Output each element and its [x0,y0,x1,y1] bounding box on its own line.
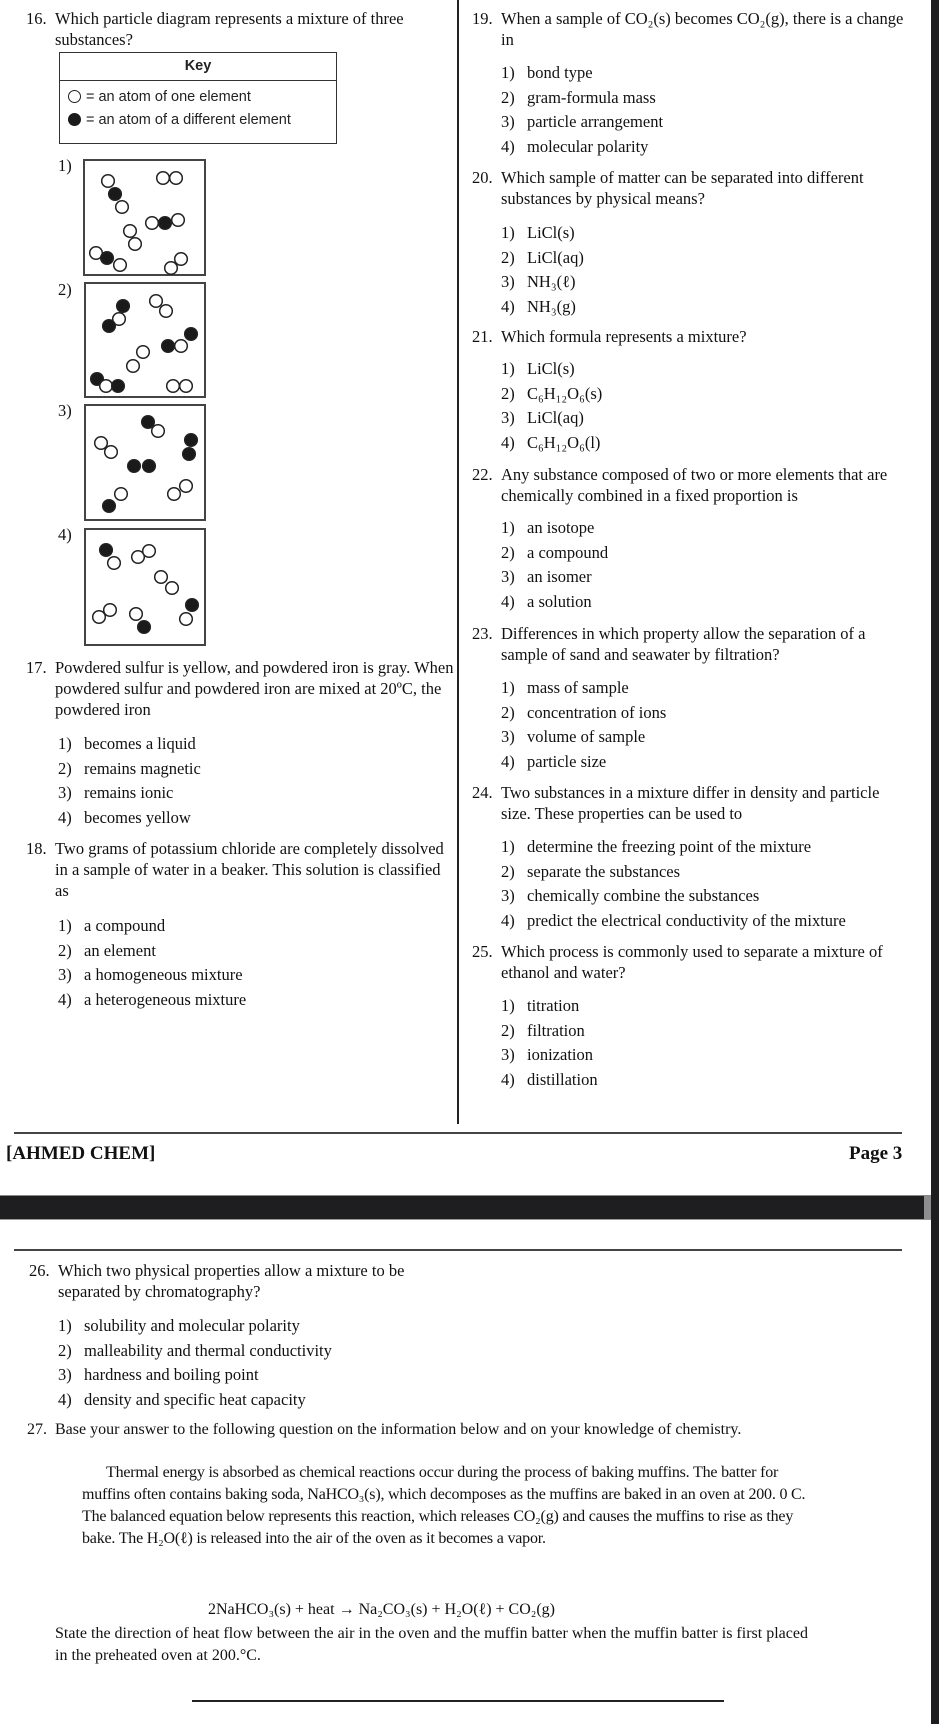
diagram-2-label: 2) [58,280,72,299]
q17-option-2[interactable]: 2) remains magnetic [58,758,201,778]
q20-option-1[interactable]: 1) LiCl(s) [501,223,575,242]
question-text: Which sample of matter can be separated into different substances by physical means? [501,168,864,208]
filled-atom-icon [186,599,199,612]
particle-diagram-svg [86,284,204,398]
filled-atom-icon [183,448,196,461]
particle-diagram-svg [86,530,204,644]
q18-option-1[interactable]: 1) a compound [58,916,166,935]
question-number: 25. [472,942,493,961]
filled-atom-icon [101,252,114,265]
question-number: 19. [472,9,493,28]
question-19 [472,8,912,50]
particle-diagram-svg [86,406,204,520]
open-atom-icon [180,613,193,626]
q22-option-3[interactable]: 3) an isomer [501,567,592,586]
answer-line[interactable] [192,1700,724,1702]
q27-equation: 2NaHCO₃(s) + heat → Na₂CO₃(s) + H₂O(ℓ) + CO₂(g) [208,1601,556,1618]
question-text: Which two physical properties allow a mixture to be separated by chromatography? [58,1261,405,1301]
filled-atom-icon [159,217,172,230]
question-text: Two substances in a mixture differ in density and particle size. These properties can be used to [501,783,880,823]
q25-option-1[interactable]: 1) titration [501,996,580,1015]
question-text: Which particle diagram represents a mixture of three substances? [55,9,404,49]
filled-atom-icon [142,416,155,429]
diagram-1-label: 1) [58,156,72,175]
question-16 [26,8,456,50]
question-20 [472,167,892,209]
q25-option-2[interactable]: 2) filtration [501,1020,585,1040]
question-25 [472,941,892,983]
q26-option-1[interactable]: 1) solubility and molecular polarity [58,1316,300,1335]
open-atom-icon [93,611,106,624]
question-23 [472,623,892,665]
particle-key [59,52,337,144]
footer-rule [14,1132,902,1134]
q21-option-4[interactable]: 4) C₆H₁₂O₆(l) [501,432,601,452]
open-atom-icon [127,360,140,373]
open-atom-icon [155,571,168,584]
q17-option-1[interactable]: 1) becomes a liquid [58,734,196,753]
q19-option-1[interactable]: 1) bond type [501,63,593,82]
open-atom-icon [170,172,183,185]
question-number: 18. [26,839,47,858]
q22-option-1[interactable]: 1) an isotope [501,518,595,537]
q19-options [501,61,663,159]
open-atom-icon [172,214,185,227]
open-atom-icon [137,346,150,359]
q17-option-3[interactable]: 3) remains ionic [58,783,174,802]
open-atom-icon [130,608,143,621]
question-text: Two grams of potassium chloride are completely dissolved in a sample of water in a beaker. This solution is classified as [55,839,444,900]
filled-atom-icon [185,434,198,447]
question-number: 23. [472,624,493,643]
filled-circle-icon [68,113,81,126]
scrollbar-thumb[interactable] [924,1196,931,1219]
q21-option-3[interactable]: 3) LiCl(aq) [501,408,584,427]
window-edge-strip [931,0,939,1724]
filled-atom-icon [128,460,141,473]
q20-option-3[interactable]: 3) NH₃(ℓ) [501,272,576,291]
q24-option-1[interactable]: 1) determine the freezing point of the mixture [501,837,812,856]
filled-atom-icon [143,460,156,473]
q20-option-2[interactable]: 2) LiCl(aq) [501,247,584,267]
question-number: 26. [29,1261,50,1280]
particle-diagram-1[interactable] [83,159,206,276]
q22-option-2[interactable]: 2) a compound [501,542,609,562]
open-atom-icon [165,262,178,275]
filled-atom-icon [117,300,130,313]
question-18 [26,838,446,901]
question-text: Base your answer to the following question on the information below and on your knowledge of chemistry. [55,1421,742,1438]
open-atom-icon [114,259,127,272]
q18-option-2[interactable]: 2) an element [58,940,156,960]
question-number: 24. [472,783,493,802]
open-atom-icon [175,340,188,353]
question-number: 21. [472,327,493,346]
diagram-3-label: 3) [58,401,72,420]
open-atom-icon [116,201,129,214]
filled-atom-icon [112,380,125,393]
filled-atom-icon [103,320,116,333]
q26-option-3[interactable]: 3) hardness and boiling point [58,1365,259,1384]
q19-option-4[interactable]: 4) molecular polarity [501,136,649,156]
open-atom-icon [168,488,181,501]
question-22 [472,464,912,506]
q21-option-1[interactable]: 1) LiCl(s) [501,359,575,378]
question-number: 22. [472,465,493,484]
particle-diagram-4[interactable] [84,528,206,646]
open-atom-icon [166,582,179,595]
q17-options [58,732,201,830]
particle-diagram-2[interactable] [84,282,206,398]
question-26 [29,1260,469,1302]
question-text: Which formula represents a mixture? [501,327,747,346]
open-atom-icon [180,380,193,393]
question-27 [27,1419,817,1441]
q18-option-3[interactable]: 3) a homogeneous mixture [58,965,243,984]
open-atom-icon [129,238,142,251]
filled-atom-icon [103,500,116,513]
q21-options [501,357,602,455]
open-circle-icon [68,90,81,103]
q27-passage: Thermal energy is absorbed as chemical reactions occur during the process of baking muffins. The batter for muffins often contains baking soda, NaHCO₃(s), which decomposes as the muffins are baked in an oven at 200. 0 C. The balanced equation below represents this reaction, which releases CO₂(g) and causes the muffins to rise as they bake. The H₂O(ℓ) is released into the air of the oven as it becomes a vapor. [82,1464,806,1547]
q27-prompt: State the direction of heat flow between the air in the oven and the muffin batter when the muffin batter is first placed in the preheated oven at 200.°C. [55,1625,808,1664]
q20-options [501,221,584,319]
open-atom-icon [180,480,193,493]
question-number: 27. [27,1421,47,1438]
q20-option-4[interactable]: 4) NH₃(g) [501,296,576,316]
open-atom-icon [152,425,165,438]
filled-atom-icon [162,340,175,353]
page-break-band [0,1195,931,1220]
filled-atom-icon [109,188,122,201]
open-atom-icon [157,172,170,185]
question-number: 16. [26,9,47,28]
key-open-label: = an atom of one element [86,89,251,105]
q19-option-3[interactable]: 3) particle arrangement [501,112,664,131]
key-row-filled [68,109,291,131]
open-atom-icon [104,604,117,617]
open-atom-icon [115,488,128,501]
q18-options [58,914,246,1012]
open-atom-icon [108,557,121,570]
q22-options [501,516,608,614]
q24-option-4[interactable]: 4) predict the electrical conductivity of the mixture [501,910,846,930]
q25-option-3[interactable]: 3) ionization [501,1045,593,1064]
question-17 [26,657,456,720]
open-atom-icon [95,437,108,450]
q24-options [501,835,846,933]
key-row-open [68,86,251,108]
question-text: When a sample of CO₂(s) becomes CO₂(g), there is a change in [501,9,904,49]
question-24 [472,782,892,824]
open-atom-icon [160,305,173,318]
particle-diagram-svg [85,161,203,275]
header-rule [14,1249,902,1251]
q26-option-4[interactable]: 4) density and specific heat capacity [58,1389,306,1409]
column-divider [457,0,459,1124]
key-filled-label: = an atom of a different element [86,112,291,128]
q25-options [501,994,598,1092]
diagram-4-label: 4) [58,525,72,544]
q21-option-2[interactable]: 2) C₆H₁₂O₆(s) [501,383,603,403]
question-number: 20. [472,168,493,187]
open-atom-icon [150,295,163,308]
filled-atom-icon [138,621,151,634]
question-text: Which process is commonly used to separate a mixture of ethanol and water? [501,942,883,982]
q25-option-4[interactable]: 4) distillation [501,1069,598,1089]
q24-option-3[interactable]: 3) chemically combine the substances [501,886,760,905]
question-text: Differences in which property allow the separation of a sample of sand and seawater by filtration? [501,624,866,664]
q18-option-4[interactable]: 4) a heterogeneous mixture [58,989,247,1009]
open-atom-icon [167,380,180,393]
open-atom-icon [143,545,156,558]
q23-option-4[interactable]: 4) particle size [501,751,607,771]
filled-atom-icon [100,544,113,557]
open-atom-icon [105,446,118,459]
particle-diagram-3[interactable] [84,404,206,521]
question-text: Any substance composed of two or more elements that are chemically combined in a fixed proportion is [501,465,888,505]
q22-option-4[interactable]: 4) a solution [501,591,592,611]
q23-option-1[interactable]: 1) mass of sample [501,678,629,697]
q19-option-2[interactable]: 2) gram-formula mass [501,87,656,107]
open-atom-icon [175,253,188,266]
filled-atom-icon [185,328,198,341]
open-atom-icon [124,225,137,238]
page-number: Page 3 [849,1143,903,1164]
open-atom-icon [100,380,113,393]
question-text: Powdered sulfur is yellow, and powdered iron is gray. When powdered sulfur and powdered iron are mixed at 20ºC, the powdered iron [55,658,454,719]
q23-options [501,676,666,774]
question-21 [472,326,912,347]
q26-options [58,1314,332,1412]
q26-option-2[interactable]: 2) malleability and thermal conductivity [58,1340,332,1360]
question-number: 17. [26,658,47,677]
q17-option-4[interactable]: 4) becomes yellow [58,807,191,827]
footer-title: [AHMED CHEM] [6,1143,156,1164]
open-atom-icon [102,175,115,188]
q24-option-2[interactable]: 2) separate the substances [501,861,681,881]
q23-option-2[interactable]: 2) concentration of ions [501,702,667,722]
key-title: Key [60,53,336,81]
open-atom-icon [146,217,159,230]
q23-option-3[interactable]: 3) volume of sample [501,727,646,746]
